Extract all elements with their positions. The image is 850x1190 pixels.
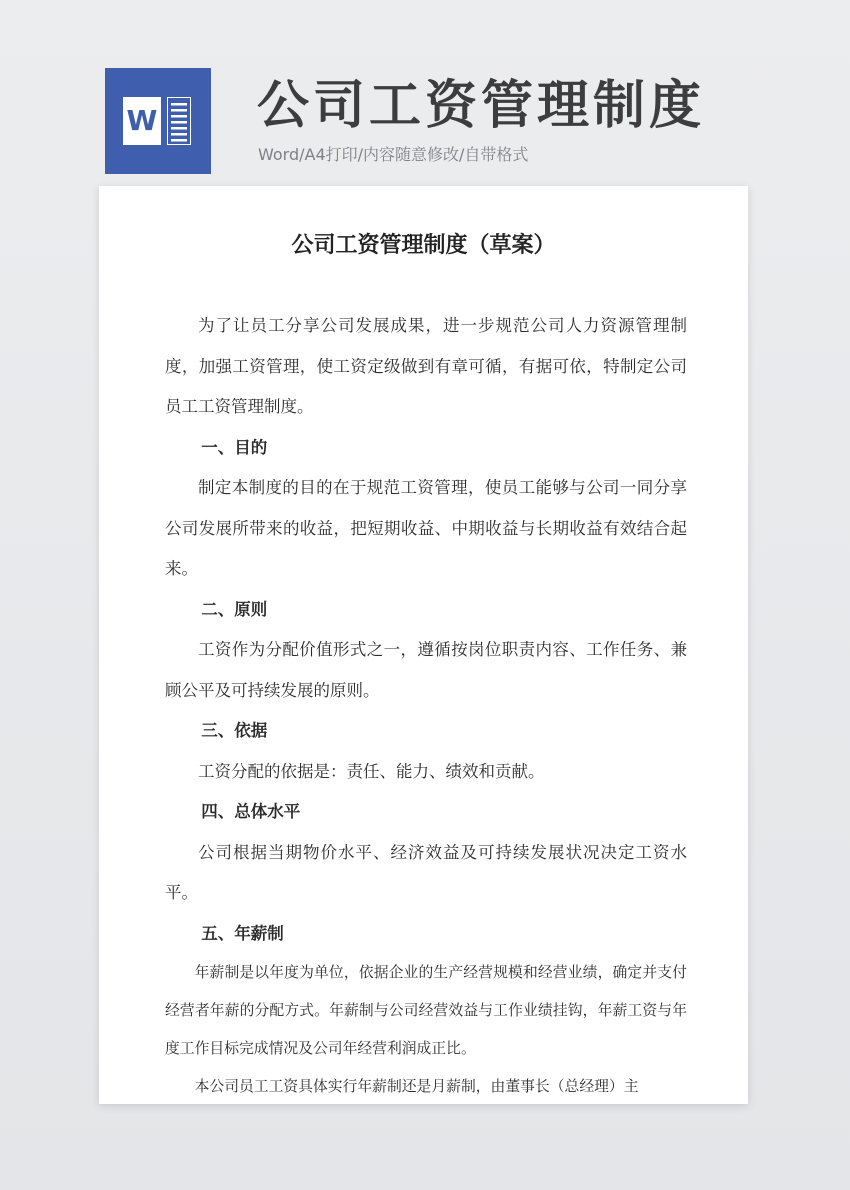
section-paragraph: 本公司员工工资具体实行年薪制还是月薪制，由董事长（总经理）主	[194, 1078, 639, 1095]
section-paragraph: 制定本制度的目的在于规范工资管理，使员工能够与公司一同分享公司发展所带来的收益，把短期收益、中期收益与长期收益有效结合起来。	[165, 478, 687, 578]
section-paragraph: 工资作为分配价值形式之一，遵循按岗位职责内容、工作任务、兼顾公平及可持续发展的原则。	[165, 640, 687, 700]
section-paragraph: 公司根据当期物价水平、经济效益及可持续发展状况决定工资水平。	[165, 842, 687, 902]
word-icon: W	[123, 97, 161, 145]
document-lines-icon	[167, 97, 191, 145]
document-body	[165, 306, 687, 1104]
section-heading: 一、目的	[201, 437, 268, 457]
section-heading: 四、总体水平	[201, 802, 301, 821]
page-title: 公司工资管理制度	[257, 76, 706, 136]
document-title: 公司工资管理制度（草案）	[291, 233, 556, 258]
section-paragraph: 工资分配的依据是：责任、能力、绩效和贡献。	[198, 761, 545, 781]
document-page	[99, 186, 748, 1104]
intro-paragraph: 为了让员工分享公司发展成果，进一步规范公司人力资源管理制度，加强工资管理，使工资定级做到有章可循，有据可依，特制定公司员工工资管理制度。	[165, 316, 687, 416]
section-heading: 三、依据	[201, 721, 268, 740]
word-logo	[105, 68, 211, 174]
section-heading: 二、原则	[201, 599, 268, 619]
page-subtitle: Word/A4打印/内容随意修改/自带格式	[258, 145, 529, 164]
section-paragraph: 年薪制是以年度为单位，依据企业的生产经营规模和经营业绩，确定并支付经营者年薪的分配方式。年薪制与公司经营效益与工作业绩挂钩，年薪工资与年度工作目标完成情况及公司年经营利润成正比。	[165, 964, 687, 1057]
section-heading: 五、年薪制	[201, 923, 284, 943]
